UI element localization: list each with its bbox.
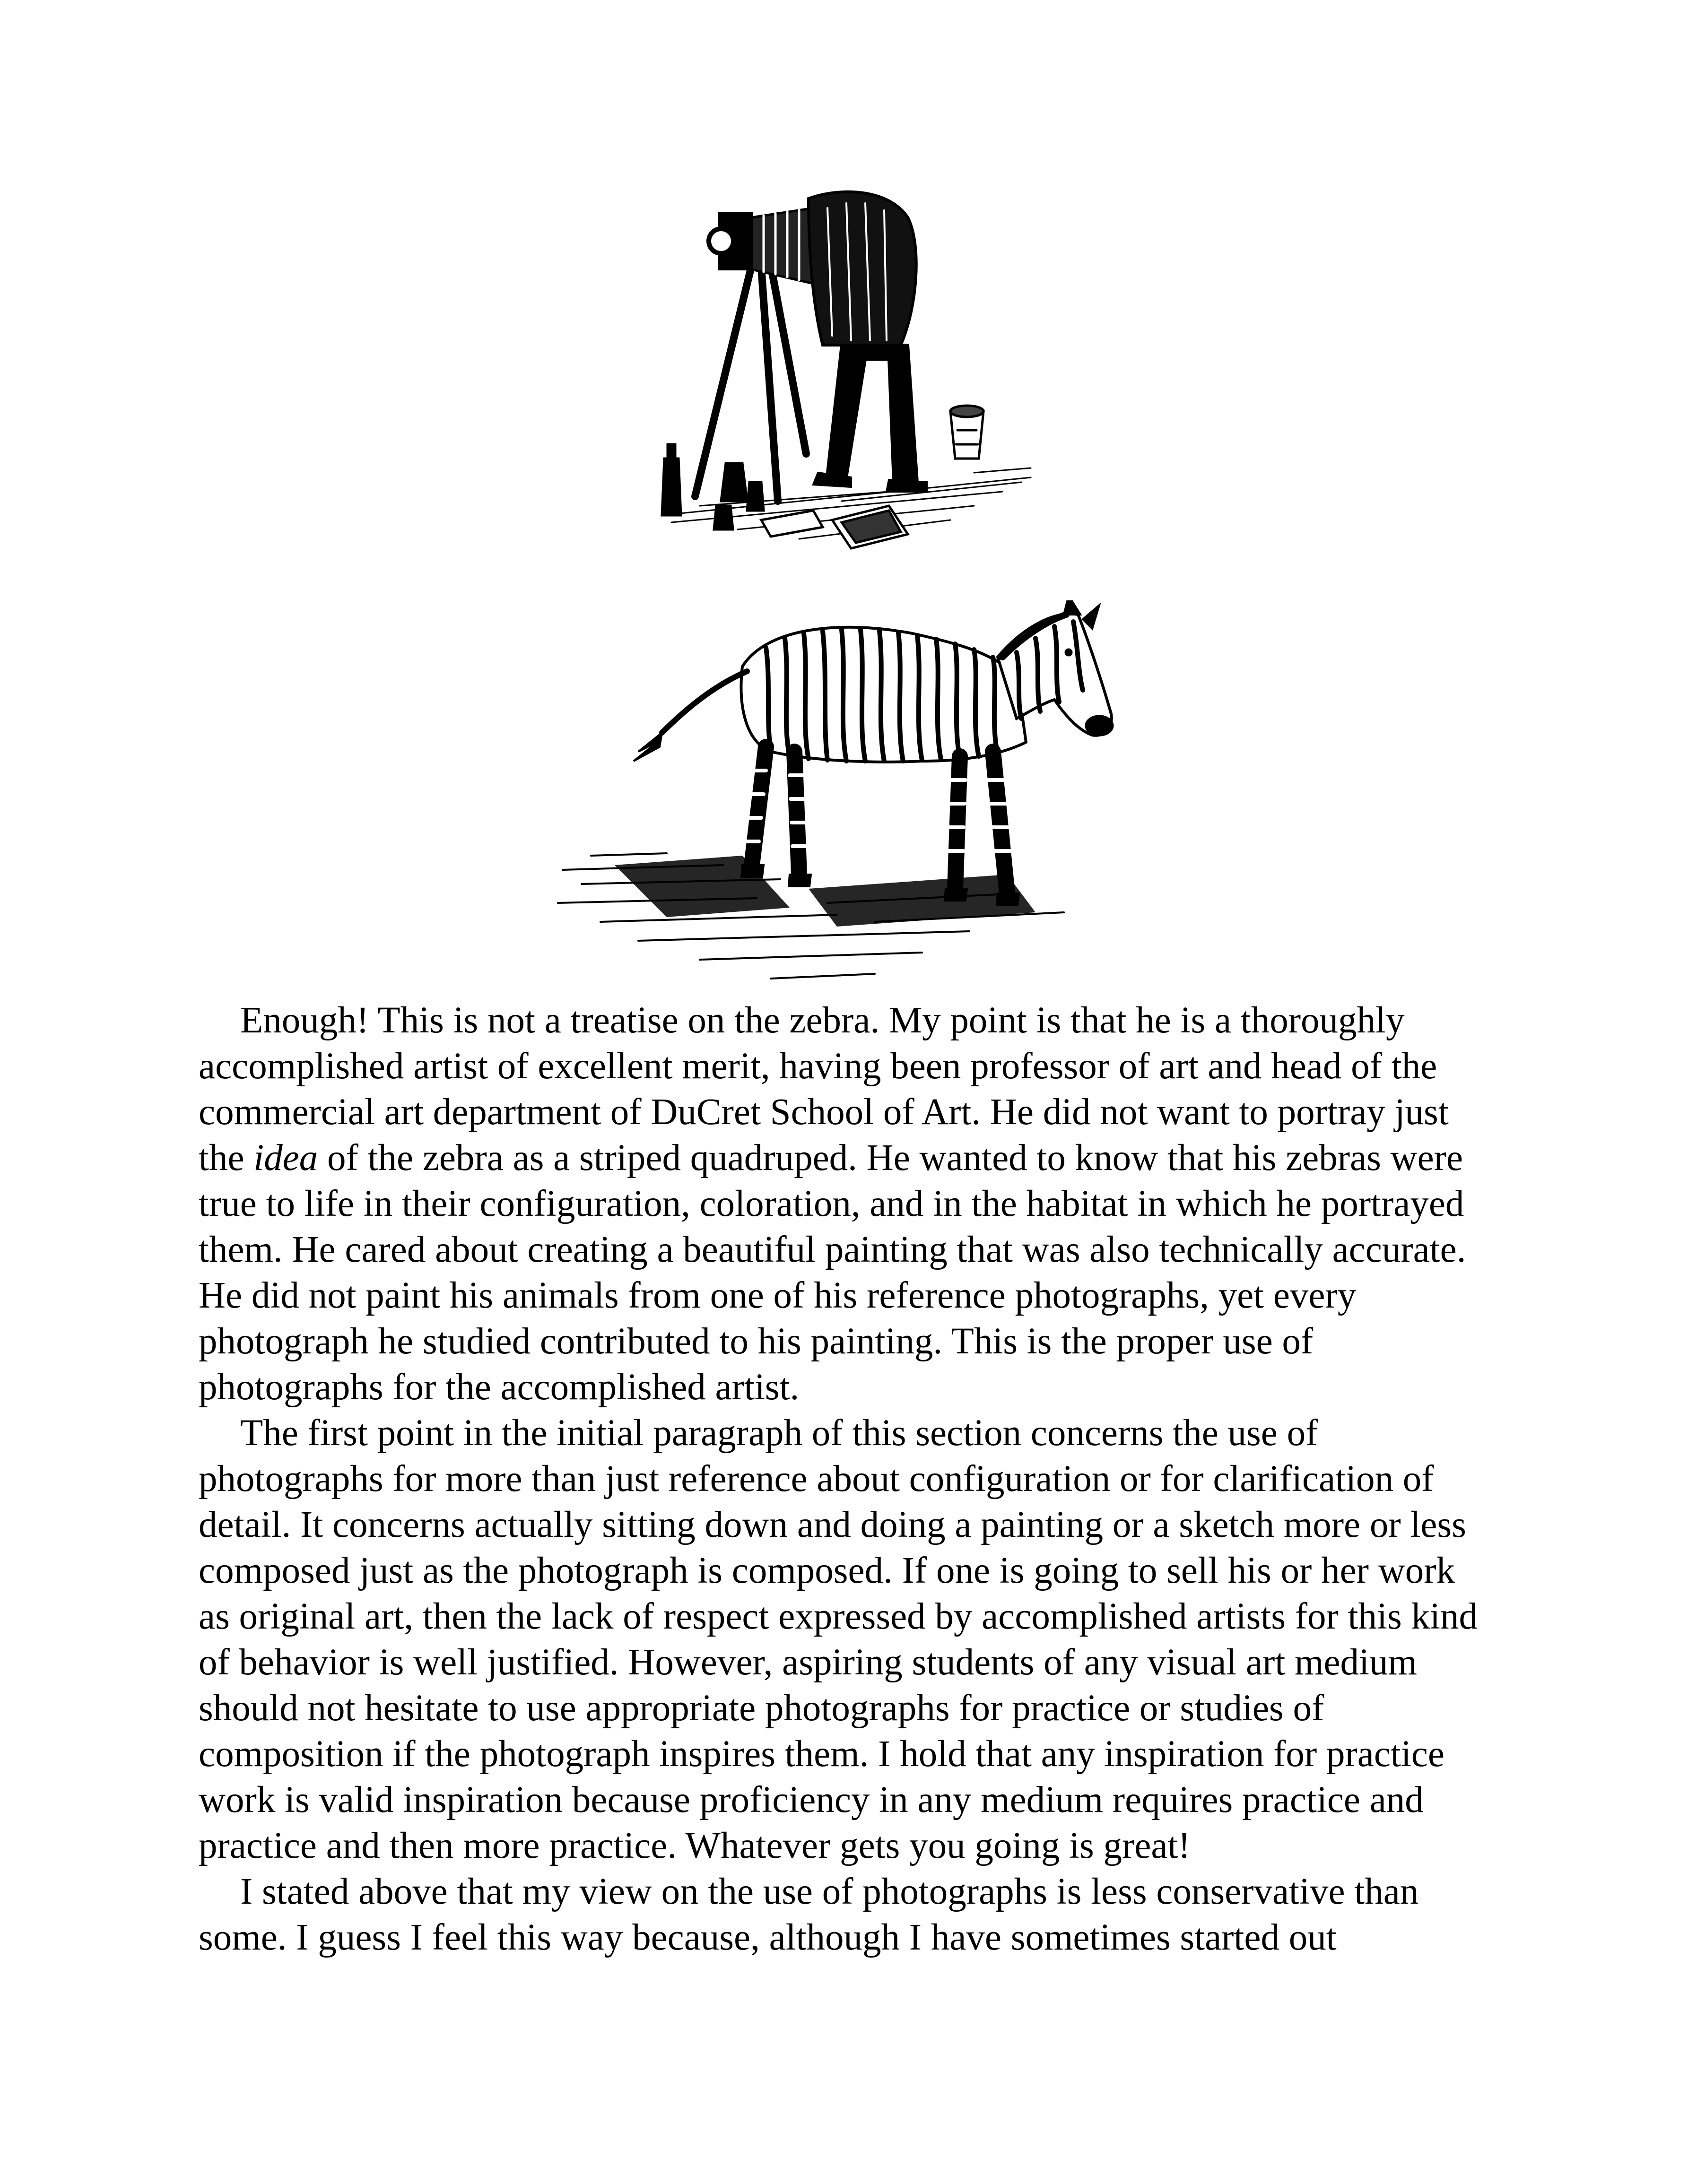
paragraph-zebra-artist [199, 997, 1494, 1410]
photographer-illustration [643, 189, 1045, 567]
zebra-legs [752, 747, 1007, 893]
camera-lens [709, 229, 733, 253]
body-text [199, 997, 1494, 1981]
paragraph-text-end: of the zebra as a striped quadruped. He wanted to know that his zebras were true to life in their configuration, coloration, and in the habitat in which he portrayed them. He cared about creating a beautiful painting that was also technically accurate. He did not paint his animals from one of his reference photographs, yet every photograph he studied contributed to his painting. This is the proper use of photographs for the accomplished artist. [199, 1137, 1466, 1408]
paragraph-conservative-view: I stated above that my view on the use of photographs is less conservative than some. I guess I feel this way because, although I have sometimes started out [199, 1871, 1419, 1958]
paragraph-use-of-photographs: The first point in the initial paragraph of this section concerns the use of photographs for more than just reference about configuration or for clarification of detail. It concerns actually sitting down and doing a painting or a sketch more or less composed just as the photograph is composed. If one is going to sell his or her work as original art, then the lack of respect expressed by accomplished artists for this kind of behavior is well justified. However, aspiring students of any visual art medium should not hesitate to use appropriate photographs for practice or studies of composition if the photograph inspires them. I hold that any inspiration for practice work is valid inspiration because proficiency in any medium requires practice and practice and then more practice. Whatever gets you going is great! [199, 1413, 1478, 1866]
photographer-legs [827, 345, 917, 482]
bottles [662, 444, 764, 529]
zebra-tail [662, 671, 747, 733]
emphasized-word: idea [253, 1137, 318, 1179]
tripod [695, 265, 806, 501]
photographer-cloth [809, 192, 916, 345]
zebra-illustration [544, 600, 1158, 988]
camera-bellows [752, 208, 813, 284]
bucket [950, 406, 983, 459]
paragraph-text-start: Enough! This is not a treatise on the zebra. My point is that he is a thoroughly accomplished artist of excellent merit, having been professor of art and head of the commercial art department of DuCret School of Art. He did not want to portray just the [199, 1000, 1449, 1179]
